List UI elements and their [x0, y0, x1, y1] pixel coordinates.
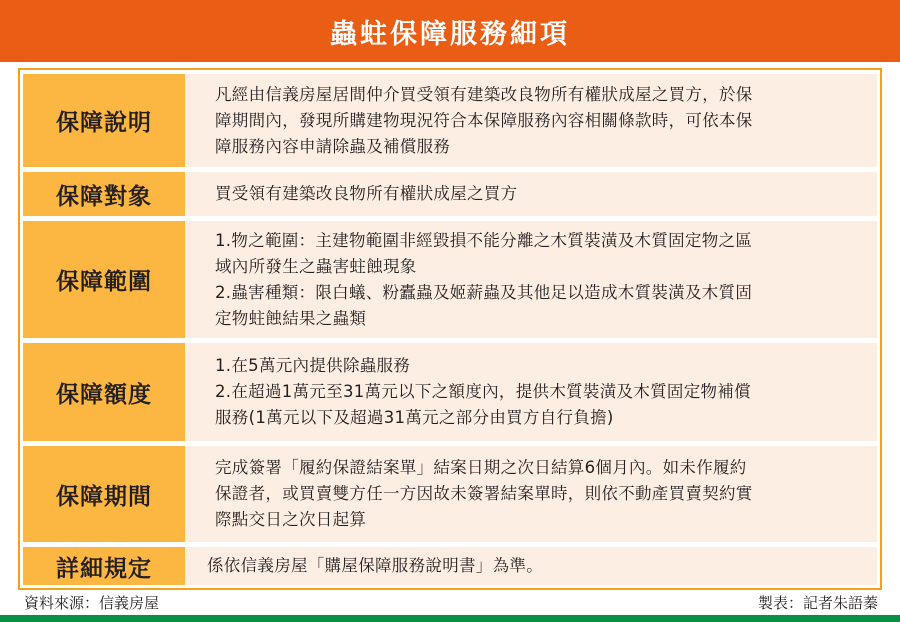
content-line: 係依信義房屋「購屋保障服務說明書」為準。	[207, 556, 543, 575]
row-content	[185, 446, 877, 542]
table-row-coverage-target	[23, 172, 877, 216]
row-content	[185, 74, 877, 167]
row-label: 保障說明	[23, 74, 185, 167]
content-line: 1.物之範圍：主建物範圍非經毀損不能分離之木質裝潢及木質固定物之區	[215, 230, 753, 250]
content-line: 保證者，或買賣雙方任一方因故未簽署結案單時，則依不動產買賣契約實	[215, 484, 753, 503]
content-line: 1.在5萬元內提供除蟲服務	[215, 356, 411, 375]
table-row-detailed-rules	[23, 547, 877, 585]
content-line: 際點交日之次日起算	[215, 510, 367, 529]
table-row-coverage-scope	[23, 221, 877, 338]
table-row-coverage-description	[23, 74, 877, 167]
info-table	[18, 68, 882, 590]
content-line: 域內所發生之蟲害蛀蝕現象	[215, 256, 417, 276]
page-title: 蟲蛀保障服務細項	[330, 18, 570, 50]
content-line: 2.蟲害種類：限白蟻、粉蠹蟲及姬薪蟲及其他足以造成木質裝潢及木質固	[215, 282, 753, 302]
row-content	[185, 343, 877, 441]
title-bar	[0, 0, 900, 62]
row-label: 保障期間	[23, 446, 185, 542]
row-content	[185, 172, 877, 216]
credit-note: 製表：記者朱語蓁	[757, 594, 878, 612]
row-label: 保障範圍	[23, 221, 185, 338]
content-line: 障期間內，發現所購建物現況符合本保障服務內容相關條款時，可依本保	[215, 110, 753, 130]
source-note: 資料來源：信義房屋	[24, 594, 160, 612]
content-line: 2.在超過1萬元至31萬元以下之額度內，提供木質裝潢及木質固定物補償	[215, 382, 751, 401]
table-row-coverage-amount	[23, 343, 877, 441]
row-label: 詳細規定	[23, 547, 185, 585]
bottom-divider	[0, 615, 900, 622]
content-line: 凡經由信義房屋居間仲介買受領有建築改良物所有權狀成屋之買方，於保	[215, 84, 753, 104]
content-line: 完成簽署「履約保證結案單」結案日期之次日結算6個月內。如未作履約	[215, 458, 747, 477]
content-line: 買受領有建築改良物所有權狀成屋之買方	[215, 184, 518, 203]
content-line: 服務(1萬元以下及超過31萬元之部分由買方自行負擔)	[215, 408, 614, 427]
table-row-coverage-period	[23, 446, 877, 542]
row-label: 保障對象	[23, 172, 185, 216]
row-content	[185, 547, 877, 585]
content-line: 定物蛀蝕結果之蟲類	[215, 308, 367, 328]
row-content	[185, 221, 877, 338]
row-label: 保障額度	[23, 343, 185, 441]
content-line: 障服務內容申請除蟲及補償服務	[215, 136, 451, 156]
